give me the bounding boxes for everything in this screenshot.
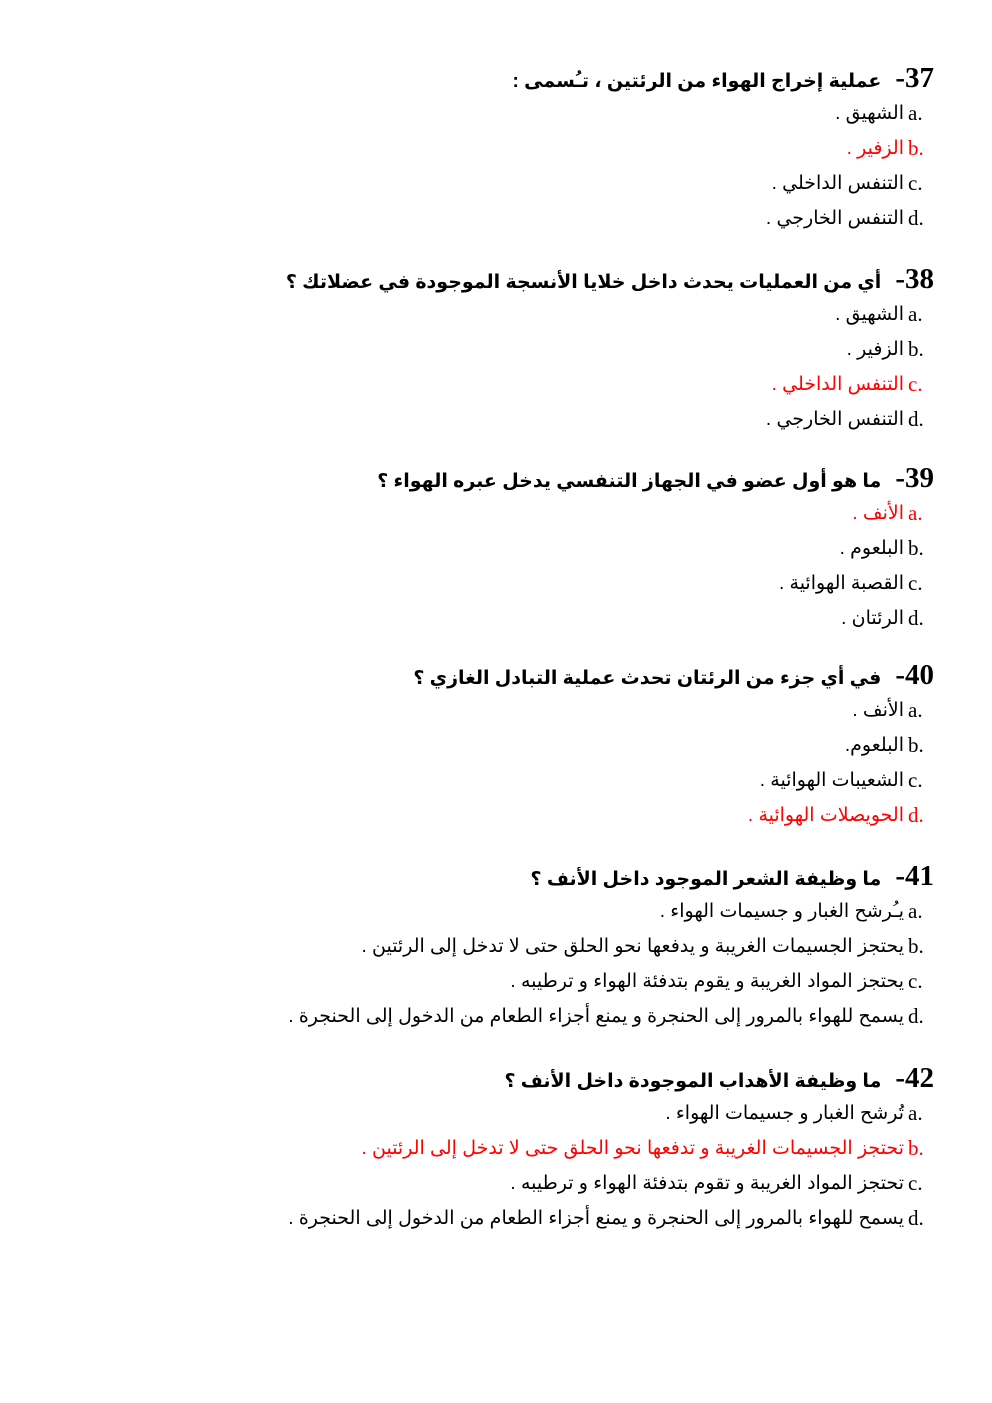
options-list <box>74 693 934 833</box>
option-c[interactable] <box>74 964 934 999</box>
option-letter: c. <box>908 171 923 195</box>
option-d[interactable] <box>74 798 934 833</box>
question-number: -39 <box>895 462 934 494</box>
option-text: الرئتان . <box>841 608 904 629</box>
option-c[interactable] <box>74 367 934 402</box>
option-text: تحتجز الجسيمات الغريبة و تدفعها نحو الحلق حتى لا تدخل إلى الرئتين . <box>361 1138 904 1159</box>
question-header <box>74 858 934 894</box>
question-text: أي من العمليات يحدث داخل خلايا الأنسجة الموجودة في عضلاتك ؟ <box>285 272 882 293</box>
option-d[interactable] <box>74 402 934 437</box>
question-number: -41 <box>895 860 934 892</box>
question-42 <box>74 1060 934 1236</box>
option-text: يسمح للهواء بالمرور إلى الحنجرة و يمنع أجزاء الطعام من الدخول إلى الحنجرة . <box>288 1208 904 1229</box>
options-list <box>74 96 934 236</box>
question-37 <box>74 60 934 236</box>
option-c[interactable] <box>74 166 934 201</box>
option-a[interactable] <box>74 894 934 929</box>
question-number: -40 <box>895 659 934 691</box>
option-letter: a. <box>908 899 923 923</box>
option-text: الشهيق . <box>835 103 904 124</box>
option-text: التنفس الداخلي . <box>771 173 904 194</box>
option-letter: c. <box>908 1171 923 1195</box>
option-letter: c. <box>908 571 923 595</box>
option-letter: c. <box>908 969 923 993</box>
question-header <box>74 261 934 297</box>
option-letter: d. <box>908 803 924 827</box>
option-a[interactable] <box>74 96 934 131</box>
options-list <box>74 1096 934 1236</box>
option-letter: d. <box>908 606 924 630</box>
option-letter: a. <box>908 501 923 525</box>
option-text: تُرشح الغبار و جسيمات الهواء . <box>665 1103 904 1124</box>
option-b[interactable] <box>74 332 934 367</box>
option-letter: d. <box>908 1206 924 1230</box>
option-b[interactable] <box>74 531 934 566</box>
question-number: -42 <box>895 1062 934 1094</box>
option-a[interactable] <box>74 297 934 332</box>
question-number: -38 <box>895 263 934 295</box>
option-d[interactable] <box>74 1201 934 1236</box>
option-a[interactable] <box>74 496 934 531</box>
option-d[interactable] <box>74 201 934 236</box>
option-text: يحتجز المواد الغريبة و يقوم بتدفئة الهواء و ترطيبه . <box>510 971 904 992</box>
option-letter: b. <box>908 1136 924 1160</box>
question-header <box>74 460 934 496</box>
option-text: التنفس الخارجي . <box>765 409 904 430</box>
option-letter: d. <box>908 206 924 230</box>
option-text: التنفس الخارجي . <box>765 208 904 229</box>
option-text: الزفير . <box>846 138 904 159</box>
option-a[interactable] <box>74 693 934 728</box>
question-header <box>74 60 934 96</box>
option-letter: b. <box>908 536 924 560</box>
option-c[interactable] <box>74 566 934 601</box>
options-list <box>74 894 934 1034</box>
option-letter: c. <box>908 372 923 396</box>
option-b[interactable] <box>74 131 934 166</box>
option-letter: a. <box>908 302 923 326</box>
question-text: ما هو أول عضو في الجهاز التنفسي يدخل عبره الهواء ؟ <box>377 471 882 492</box>
option-text: الحويصلات الهوائية . <box>747 805 904 826</box>
options-list <box>74 297 934 437</box>
question-number: -37 <box>895 62 934 94</box>
question-header <box>74 657 934 693</box>
question-text: ما وظيفة الأهداب الموجودة داخل الأنف ؟ <box>504 1071 882 1092</box>
option-d[interactable] <box>74 601 934 636</box>
option-letter: b. <box>908 136 924 160</box>
option-letter: a. <box>908 101 923 125</box>
question-text: ما وظيفة الشعر الموجود داخل الأنف ؟ <box>530 869 882 890</box>
option-b[interactable] <box>74 1131 934 1166</box>
question-header <box>74 1060 934 1096</box>
option-d[interactable] <box>74 999 934 1034</box>
options-list <box>74 496 934 636</box>
option-text: البلعوم. <box>844 735 904 756</box>
option-text: الأنف . <box>852 503 904 524</box>
option-letter: b. <box>908 337 924 361</box>
question-text: في أي جزء من الرئتان تحدث عملية التبادل الغازي ؟ <box>413 668 882 689</box>
option-text: القصبة الهوائية . <box>778 573 904 594</box>
option-letter: a. <box>908 698 923 722</box>
question-text: عملية إخراج الهواء من الرئتين ، تـُسمى : <box>512 71 882 92</box>
question-38 <box>74 261 934 437</box>
option-text: تحتجز المواد الغريبة و تقوم بتدفئة الهواء و ترطيبه . <box>510 1173 904 1194</box>
question-41 <box>74 858 934 1034</box>
option-text: التنفس الداخلي . <box>771 374 904 395</box>
option-text: البلعوم . <box>839 538 904 559</box>
option-b[interactable] <box>74 929 934 964</box>
option-text: الشهيق . <box>835 304 904 325</box>
option-text: يـُرشح الغبار و جسيمات الهواء . <box>659 901 904 922</box>
option-text: الشعيبات الهوائية . <box>759 770 904 791</box>
option-text: يحتجز الجسيمات الغريبة و يدفعها نحو الحلق حتى لا تدخل إلى الرئتين . <box>361 936 904 957</box>
option-a[interactable] <box>74 1096 934 1131</box>
option-letter: b. <box>908 934 924 958</box>
question-39 <box>74 460 934 636</box>
option-text: يسمح للهواء بالمرور إلى الحنجرة و يمنع أجزاء الطعام من الدخول إلى الحنجرة . <box>288 1006 904 1027</box>
question-40 <box>74 657 934 833</box>
option-letter: d. <box>908 407 924 431</box>
option-text: الأنف . <box>852 700 904 721</box>
option-text: الزفير . <box>846 339 904 360</box>
option-c[interactable] <box>74 763 934 798</box>
option-letter: a. <box>908 1101 923 1125</box>
option-b[interactable] <box>74 728 934 763</box>
option-letter: d. <box>908 1004 924 1028</box>
option-letter: b. <box>908 733 924 757</box>
option-c[interactable] <box>74 1166 934 1201</box>
option-letter: c. <box>908 768 923 792</box>
